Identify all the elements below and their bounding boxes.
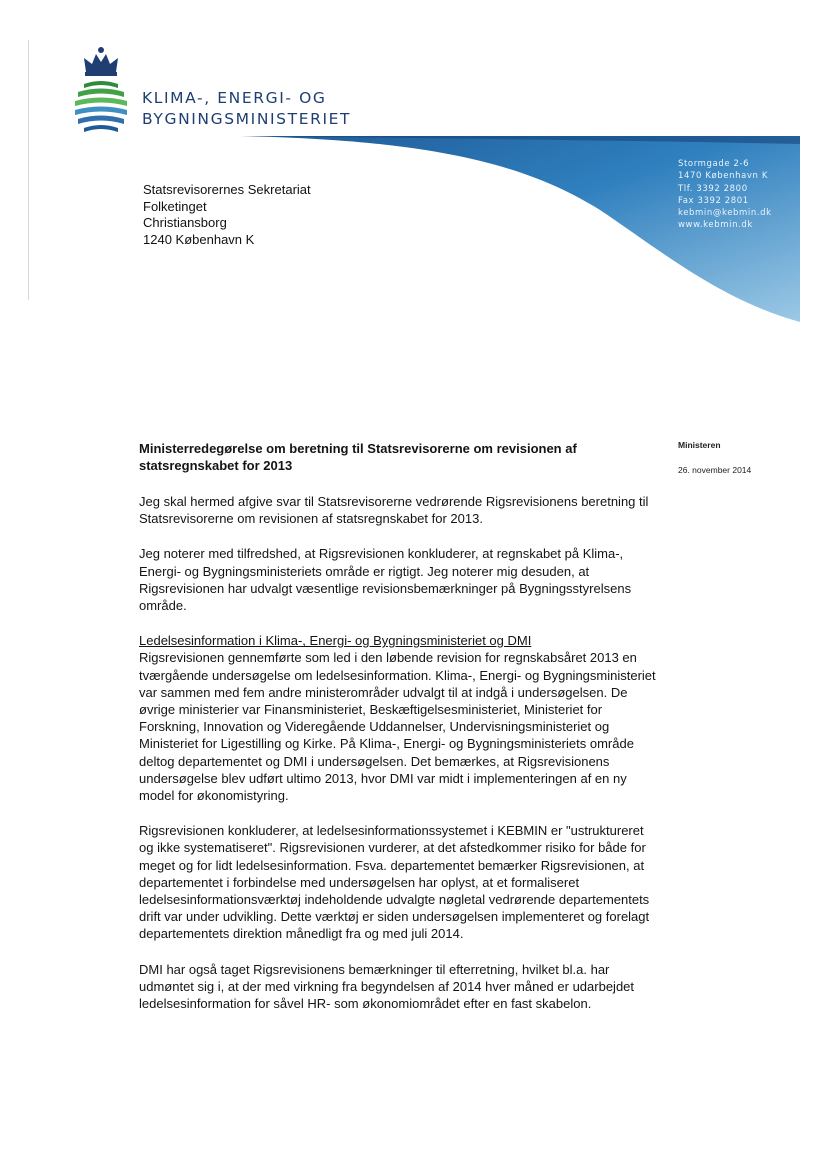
contact-email: kebmin@kebmin.dk — [678, 208, 772, 219]
recipient-line: Folketinget — [143, 198, 207, 214]
paragraph: Jeg noterer med tilfredshed, at Rigsrevisionen konkluderer, at regnskabet på Klima-, Energi- og Bygningsministeriets område er rigtigt. Jeg noterer mig desuden, at Rigsrevisionen har udvalgt væsentlige revisionsbemærkninger på Bygningsstyrelsens område. — [139, 546, 632, 614]
paragraph: Rigsrevisionen konkluderer, at ledelsesinformationssystemet i KEBMIN er "ustruktureret og ikke systematiseret". Rigsrevisionen vurderer, at det afstedkommer risiko for både for meget og for lidt ledelsesinformation. Fsva. departementet bemærker Rigsrevisionen, at departementet i forbindelse med undersøgelsen har oplyst, at et formaliseret ledelsesinformationsværktøj indeholdende udvalgte nøgletal vedrørende departementets drift var under udvikling. Dette værktøj er siden undersøgelsen implementeret og forelagt departementets direktion månedligt fra og med juli 2014. — [139, 823, 650, 942]
contact-street: Stormgade 2-6 — [678, 159, 750, 169]
letter-body — [139, 440, 659, 1030]
paragraph: Jeg skal hermed afgive svar til Statsrevisorerne vedrørende Rigsrevisionens beretning til Statsrevisorerne om revisionen af statsregnskabet for 2013. — [139, 494, 649, 527]
letter-subject: Ministerredegørelse om beretning til Statsrevisorerne om revisionen af statsregnskabet for 2013 — [139, 441, 577, 473]
ministry-name-line-1: KLIMA-, ENERGI- OG — [142, 89, 327, 107]
recipient-line: Statsrevisorernes Sekretariat — [143, 182, 311, 197]
contact-block — [678, 158, 772, 232]
section-title: Ledelsesinformation i Klima-, Energi- og Bygningsministeriet og DMI — [139, 633, 532, 649]
paragraph: DMI har også taget Rigsrevisionens bemærkninger til efterretning, hvilket bl.a. har udmøntet sig i, at der med virkning fra begyndelsen af 2014 hver måned er udarbejdet ledelsesinformation for såvel HR- som økonomiområdet efter en fast skabelon. — [139, 961, 635, 1012]
contact-fax: Fax 3392 2801 — [678, 195, 749, 206]
contact-phone: Tlf. 3392 2800 — [678, 183, 748, 194]
contact-city: 1470 København K — [678, 171, 769, 182]
ministry-name — [142, 88, 351, 130]
paragraph: Rigsrevisionen gennemførte som led i den løbende revision for regnskabsåret 2013 en tværgående undersøgelse om ledelsesinformation. Klima-, Energi- og Bygningsministeriet var sammen med fem andre ministerområder udvalgt til at indgå i undersøgelsen. De øvrige ministerier var Finansministeriet, Beskæftigelsesministeriet, Ministeriet for Forskning, Innovation og Videregående Uddannelser, Undervisningsministeriet og Ministeriet for Ligestilling og Kirke. På Klima-, Energi- og Bygningsministeriets område deltog departementet og DMI i undersøgelsen. Det bemærkes, at Rigsrevisionens undersøgelse blev udført ultimo 2013, hvor DMI var midt i implementeringen af en ny model for økonomistyring. — [139, 650, 656, 804]
recipient-line: Christiansborg — [143, 215, 227, 230]
sender-label: Ministeren — [678, 440, 721, 450]
sender-column — [678, 440, 751, 475]
contact-website: www.kebmin.dk — [678, 220, 753, 231]
ministry-name-line-2: BYGNINGSMINISTERIET — [142, 110, 352, 128]
letter-date: 26. november 2014 — [678, 465, 752, 475]
crown-globe-logo-icon — [72, 42, 130, 142]
section — [139, 632, 659, 804]
recipient-line: 1240 København K — [143, 231, 255, 247]
recipient-address — [143, 182, 311, 248]
